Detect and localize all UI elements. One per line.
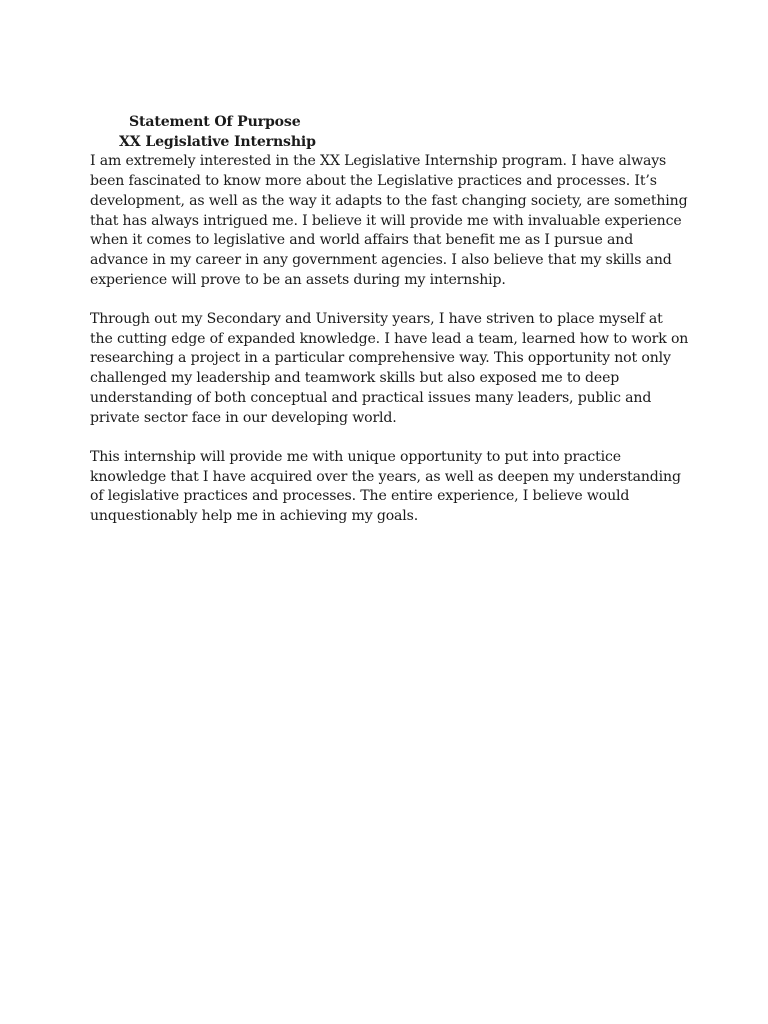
paragraph-line: understanding of both conceptual and practical issues many leaders, public and	[90, 389, 652, 406]
paragraph-line: of legislative practices and processes. The entire experience, I believe would	[90, 488, 630, 505]
paragraph-line: experience will prove to be an assets during my internship.	[90, 271, 506, 288]
paragraph-line: when it comes to legislative and world affairs that benefit me as I pursue and	[90, 232, 634, 249]
paragraph-line: knowledge that I have acquired over the years, as well as deepen my understanding	[90, 468, 681, 485]
paragraph-line: researching a project in a particular comprehensive way. This opportunity not only	[90, 350, 671, 367]
paragraph-line: I am extremely interested in the XX Legislative Internship program. I have always	[90, 153, 667, 170]
paragraph-line: challenged my leadership and teamwork skills but also exposed me to deep	[90, 370, 620, 387]
paragraph-line: unquestionably help me in achieving my goals.	[90, 508, 419, 525]
paragraph-2	[90, 310, 690, 428]
paragraph-1	[90, 152, 690, 290]
paragraph-line: This internship will provide me with unique opportunity to put into practice	[90, 448, 621, 465]
paragraph-3	[90, 448, 690, 527]
paragraph-line: that has always intrigued me. I believe it will provide me with invaluable experience	[90, 212, 682, 229]
document-title: Statement Of Purpose	[129, 114, 301, 130]
paragraph-line: private sector face in our developing world.	[90, 409, 397, 426]
paragraph-line: Through out my Secondary and University years, I have striven to place myself at	[90, 311, 663, 328]
paragraph-line: been fascinated to know more about the Legislative practices and processes. It’s	[90, 173, 657, 190]
document-body	[90, 113, 690, 546]
document-subtitle: XX Legislative Internship	[119, 133, 316, 150]
paragraph-line: development, as well as the way it adapts to the fast changing society, are something	[90, 192, 688, 209]
paragraph-line: advance in my career in any government agencies. I also believe that my skills and	[90, 251, 672, 268]
paragraph-line: the cutting edge of expanded knowledge. I have lead a team, learned how to work on	[90, 330, 689, 347]
